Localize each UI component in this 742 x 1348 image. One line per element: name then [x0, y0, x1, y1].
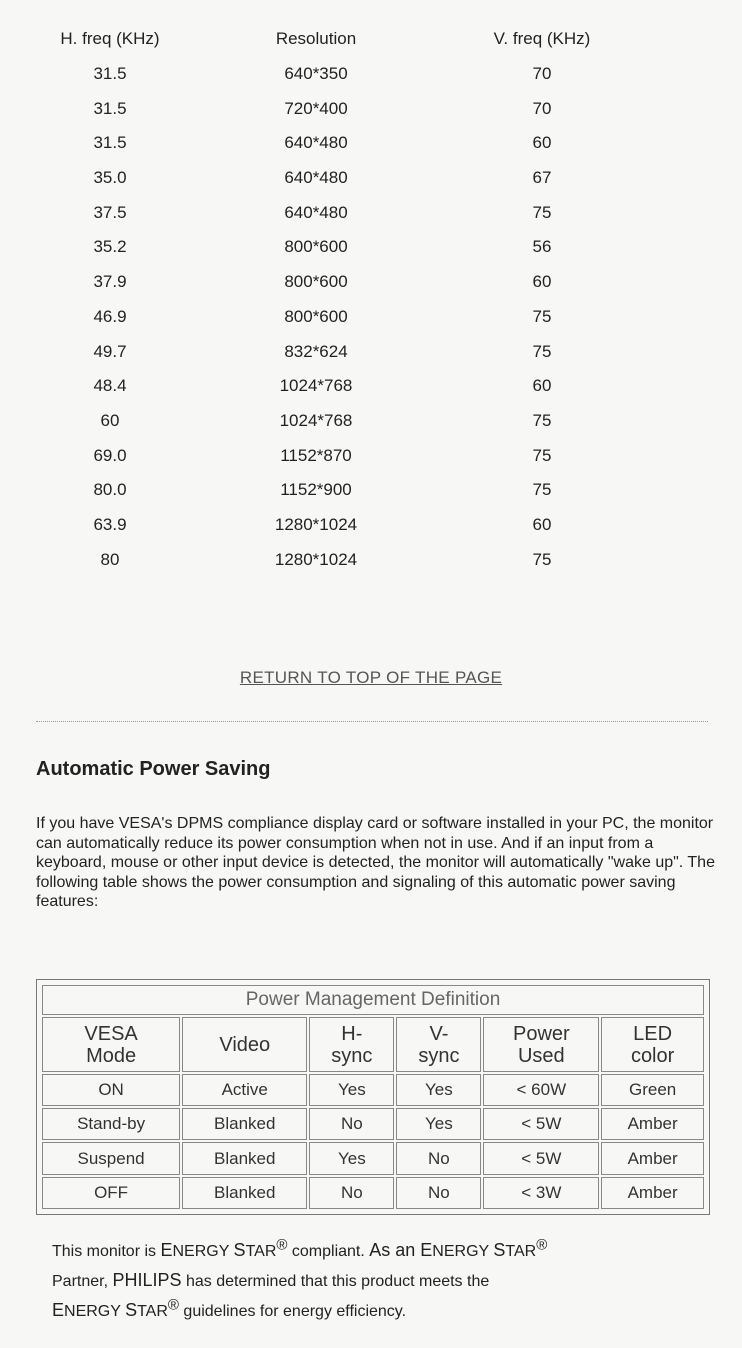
divider [36, 721, 708, 722]
resolution-cell: 800*600 [284, 306, 348, 326]
timing-header-row [0, 22, 742, 57]
energy-star-statement [52, 1236, 712, 1326]
resolution-cell: 720*400 [284, 98, 348, 118]
power-management-table [36, 979, 710, 1215]
power-table-cell: OFF [42, 1177, 180, 1209]
timing-row [0, 334, 742, 369]
header-resolution: Resolution [275, 29, 357, 49]
timing-row [0, 126, 742, 161]
timing-row [0, 369, 742, 404]
power-table-cell: Yes [309, 1142, 394, 1174]
resolution-cell: 800*600 [284, 272, 348, 292]
power-table-cell: ON [42, 1074, 180, 1106]
power-table-cell: Suspend [42, 1142, 180, 1174]
h-freq-cell: 35.0 [93, 168, 127, 188]
header-h-freq: H. freq (KHz) [60, 29, 160, 49]
power-table-header-cell: V- sync [396, 1017, 481, 1072]
return-to-top-link[interactable]: RETURN TO TOP OF THE PAGE [239, 668, 503, 687]
h-freq-cell: 37.9 [93, 272, 127, 292]
power-table-cell: Stand-by [42, 1108, 180, 1140]
v-freq-cell: 60 [532, 133, 552, 153]
resolution-cell: 1280*1024 [274, 549, 358, 569]
power-table-cell: No [396, 1177, 481, 1209]
timing-row [0, 230, 742, 265]
timing-row [0, 438, 742, 473]
power-table-cell: Amber [601, 1177, 704, 1209]
power-table-cell: No [309, 1108, 394, 1140]
h-freq-cell: 48.4 [93, 376, 127, 396]
resolution-cell: 640*480 [284, 168, 348, 188]
power-table-header-cell: H- sync [309, 1017, 394, 1072]
power-table-cell: < 3W [483, 1177, 599, 1209]
h-freq-cell: 31.5 [93, 98, 127, 118]
power-table-cell: No [309, 1177, 394, 1209]
timing-row [0, 542, 742, 577]
h-freq-cell: 80.0 [93, 480, 127, 500]
power-table-cell: < 60W [483, 1074, 599, 1106]
v-freq-cell: 75 [532, 549, 552, 569]
power-table-row [42, 1142, 704, 1174]
h-freq-cell: 31.5 [93, 64, 127, 84]
v-freq-cell: 70 [532, 64, 552, 84]
power-table-cell: Green [601, 1074, 704, 1106]
v-freq-cell: 60 [532, 376, 552, 396]
v-freq-cell: 75 [532, 410, 552, 430]
v-freq-cell: 75 [532, 341, 552, 361]
power-table-row [42, 1177, 704, 1209]
v-freq-cell: 67 [532, 168, 552, 188]
resolution-cell: 1024*768 [279, 376, 353, 396]
h-freq-cell: 60 [100, 410, 120, 430]
power-table-header-row [42, 1017, 704, 1072]
resolution-cell: 800*600 [284, 237, 348, 257]
header-v-freq: V. freq (KHz) [493, 29, 591, 49]
power-table-title: Power Management Definition [42, 985, 704, 1015]
h-freq-cell: 69.0 [93, 445, 127, 465]
h-freq-cell: 31.5 [93, 133, 127, 153]
resolution-cell: 832*624 [284, 341, 348, 361]
timing-row [0, 57, 742, 92]
power-table-header-cell: LED color [601, 1017, 704, 1072]
h-freq-cell: 49.7 [93, 341, 127, 361]
v-freq-cell: 75 [532, 306, 552, 326]
timing-row [0, 91, 742, 126]
h-freq-cell: 37.5 [93, 202, 127, 222]
resolution-cell: 640*350 [284, 64, 348, 84]
v-freq-cell: 75 [532, 480, 552, 500]
timing-row [0, 404, 742, 439]
v-freq-cell: 70 [532, 98, 552, 118]
section-title: Automatic Power Saving [36, 758, 271, 780]
power-table-header-cell: VESA Mode [42, 1017, 180, 1072]
v-freq-cell: 75 [532, 445, 552, 465]
h-freq-cell: 80 [100, 549, 120, 569]
power-table-cell: Yes [396, 1074, 481, 1106]
power-table-cell: No [396, 1142, 481, 1174]
power-table-row [42, 1074, 704, 1106]
timing-row [0, 195, 742, 230]
power-table-header-cell: Power Used [483, 1017, 599, 1072]
resolution-cell: 1024*768 [279, 410, 353, 430]
power-table-cell: Yes [309, 1074, 394, 1106]
power-table-cell: Blanked [182, 1177, 307, 1209]
resolution-cell: 1152*870 [280, 445, 352, 465]
energy-line-1: This monitor is ENERGY STAR® compliant. As an ENERGY STAR® [52, 1236, 548, 1260]
power-table-cell: Yes [396, 1108, 481, 1140]
timing-row [0, 265, 742, 300]
energy-line-3: ENERGY STAR® guidelines for energy efficiency. [52, 1296, 407, 1320]
power-table-cell: Amber [601, 1142, 704, 1174]
v-freq-cell: 75 [532, 202, 552, 222]
timing-row [0, 161, 742, 196]
resolution-cell: 1280*1024 [274, 514, 358, 534]
v-freq-cell: 56 [532, 237, 552, 257]
power-table-cell: Amber [601, 1108, 704, 1140]
intro-paragraph: If you have VESA's DPMS compliance display card or software installed in your PC, the monitor can automatically reduce its power consumption when not in use. And if an input from a keyboard, mouse or other input device is detected, the monitor will automatically "wake up". The following table shows the power consumption and signaling of this automatic power saving features: [36, 815, 715, 910]
power-table-cell: < 5W [483, 1108, 599, 1140]
power-table-header-cell: Video [182, 1017, 307, 1072]
power-table-cell: < 5W [483, 1142, 599, 1174]
resolution-cell: 1152*900 [280, 480, 352, 500]
timing-table [0, 22, 742, 577]
timing-row [0, 300, 742, 335]
power-table-row [42, 1108, 704, 1140]
h-freq-cell: 35.2 [93, 237, 127, 257]
energy-line-2: Partner, PHILIPS has determined that this product meets the [52, 1270, 490, 1290]
power-table-cell: Active [182, 1074, 307, 1106]
resolution-cell: 640*480 [284, 202, 348, 222]
power-table-cell: Blanked [182, 1142, 307, 1174]
timing-row [0, 508, 742, 543]
h-freq-cell: 46.9 [93, 306, 127, 326]
h-freq-cell: 63.9 [93, 514, 127, 534]
resolution-cell: 640*480 [284, 133, 348, 153]
v-freq-cell: 60 [532, 272, 552, 292]
timing-row [0, 473, 742, 508]
power-table-cell: Blanked [182, 1108, 307, 1140]
v-freq-cell: 60 [532, 514, 552, 534]
